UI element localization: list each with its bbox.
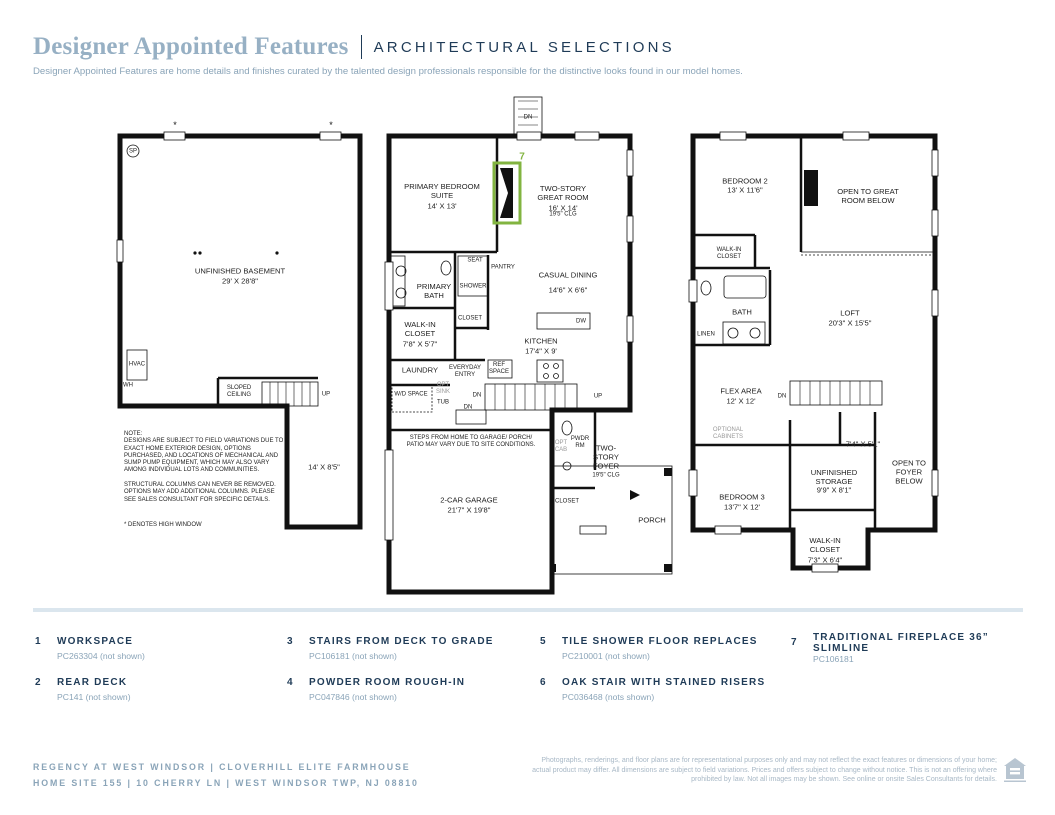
seat-label: SEAT bbox=[467, 257, 483, 264]
hvac-label: HVAC bbox=[128, 361, 146, 368]
bedroom-2-label: BEDROOM 2 bbox=[722, 176, 768, 186]
second-floor-stair-dn-label: DN bbox=[777, 393, 787, 400]
page-description: Designer Appointed Features are home details and finishes curated by the talented design professionals responsible for the distinctive looks found in our model homes. bbox=[33, 66, 743, 77]
great-room-label: TWO-STORY GREAT ROOM bbox=[537, 184, 589, 202]
disclaimer: Photographs, renderings, and floor plans are for representational purposes only and may not reflect the exact features or dimensions of your home; actual product may differ. All dimensions are subject to field variations. Prices and offers subject to change without notice. This is not an offering where prohibited by law. Not all images may be shown. See online or onsite Sales Consultants for details. bbox=[532, 757, 997, 784]
kitchen-dims: 17'4" X 9' bbox=[525, 346, 557, 356]
primary-bath-label: PRIMARY BATH bbox=[416, 282, 452, 300]
great-room-ceiling: 19'5" CLG bbox=[549, 211, 577, 218]
community-info bbox=[33, 759, 419, 791]
bedroom-2-dims: 13' X 11'6" bbox=[727, 185, 763, 195]
feature-name: OAK STAIR WITH STAINED RISERS bbox=[562, 677, 766, 688]
great-room-dims: 16' X 14' bbox=[548, 203, 578, 213]
basement-room-label: UNFINISHED BASEMENT bbox=[194, 266, 286, 276]
closet-label: CLOSET bbox=[554, 498, 580, 505]
community-name: REGENCY AT WEST WINDSOR | CLOVERHILL ELITE FARMHOUSE bbox=[33, 762, 411, 772]
feature-number: 5 bbox=[540, 636, 546, 647]
sloped-ceiling-label: SLOPED CEILING bbox=[226, 385, 252, 398]
foyer-label: TWO-STORY FOYER bbox=[592, 443, 620, 471]
optional-cabinets-label: OPTIONAL CABINETS bbox=[712, 427, 744, 440]
svg-text:*: * bbox=[329, 120, 333, 130]
open-to-great-room-label: OPEN TO GREAT ROOM BELOW bbox=[837, 187, 899, 205]
equal-housing-icon bbox=[1003, 757, 1027, 783]
feature-name: WORKSPACE bbox=[57, 636, 134, 647]
foyer-ceiling: 19'5" CLG bbox=[592, 472, 620, 479]
opt-sink-label: OPT SINK bbox=[435, 382, 450, 395]
walk-in-closet-label: WALK-IN CLOSET bbox=[404, 320, 436, 338]
porch-label: PORCH bbox=[638, 515, 666, 525]
basement-area-dims: 14' X 8'5" bbox=[308, 462, 340, 472]
svg-text:*: * bbox=[173, 120, 177, 130]
high-window-legend: * DENOTES HIGH WINDOW bbox=[124, 522, 202, 528]
section-divider bbox=[33, 608, 1023, 612]
feature-name: STAIRS FROM DECK TO GRADE bbox=[309, 636, 494, 647]
feature-name: TRADITIONAL FIREPLACE 36” SLIMLINE bbox=[813, 632, 989, 654]
feature-number: 1 bbox=[35, 636, 41, 647]
storage-closet-dims: 7'4" X 5'1" bbox=[845, 439, 881, 449]
flex-area-label: FLEX AREA bbox=[720, 386, 762, 396]
unfinished-storage-dims: 9'9" X 8'1" bbox=[816, 485, 852, 495]
deck-stair-dn-label: DN bbox=[523, 114, 533, 121]
primary-suite-dims: 14' X 13' bbox=[427, 201, 457, 211]
pantry-label: PANTRY bbox=[491, 264, 515, 271]
bath-label: BATH bbox=[732, 307, 752, 317]
closet-small-label: CLOSET bbox=[457, 315, 483, 322]
bedroom-3-label: BEDROOM 3 bbox=[719, 492, 765, 502]
powder-room-label: PWDR RM bbox=[570, 436, 590, 449]
feature-number: 3 bbox=[287, 636, 293, 647]
unfinished-storage-label: UNFINISHED STORAGE bbox=[810, 468, 858, 486]
page-title: Designer Appointed Features bbox=[33, 33, 349, 60]
bedroom-3-closet-label: WALK-IN CLOSET bbox=[809, 536, 841, 554]
tub-label: TUB bbox=[437, 399, 449, 406]
ref-space-label: REF SPACE bbox=[489, 362, 509, 375]
flex-area-dims: 12' X 12' bbox=[726, 396, 756, 406]
opt-cab-label: OPT CAB bbox=[554, 440, 568, 453]
page-subtitle: ARCHITECTURAL SELECTIONS bbox=[373, 38, 675, 56]
steps-note: STEPS FROM HOME TO GARAGE/ PORCH/ PATIO MAY VARY DUE TO SITE CONDITIONS. bbox=[406, 435, 536, 448]
wd-space-label: W/D SPACE bbox=[394, 391, 428, 398]
primary-suite-label: PRIMARY BEDROOM SUITE bbox=[404, 182, 480, 200]
open-to-foyer-label: OPEN TO FOYER BELOW bbox=[892, 458, 926, 486]
feature-code: PC106181 (not shown) bbox=[309, 651, 397, 661]
garage-dims: 21'7" X 19'8" bbox=[447, 505, 491, 515]
feature-code: PC036468 (nots shown) bbox=[562, 692, 655, 702]
garage-label: 2-CAR GARAGE bbox=[440, 495, 498, 505]
feature-number: 2 bbox=[35, 677, 41, 688]
everyday-entry-label: EVERYDAY ENTRY bbox=[448, 365, 482, 378]
walk-in-closet-dims: 7'8" X 5'7" bbox=[402, 339, 438, 349]
feature-number: 7 bbox=[791, 637, 797, 648]
first-floor-stair-up-label: UP bbox=[593, 393, 603, 400]
bedroom-3-closet-dims: 7'3" X 6'4" bbox=[807, 555, 843, 565]
fireplace-feature-badge: 7 bbox=[519, 151, 525, 163]
shower-label: SHOWER bbox=[459, 283, 487, 290]
dishwasher-label: DW bbox=[576, 318, 586, 325]
loft-dims: 20'3" X 15'5" bbox=[828, 318, 872, 328]
feature-code: PC047846 (not shown) bbox=[309, 692, 397, 702]
sump-pump-label: SP bbox=[128, 148, 138, 155]
feature-name: TILE SHOWER FLOOR REPLACES bbox=[562, 636, 758, 647]
casual-dining-dims: 14'6" X 6'6" bbox=[548, 285, 588, 295]
feature-number: 4 bbox=[287, 677, 293, 688]
basement-room-dims: 29' X 28'8" bbox=[222, 276, 258, 286]
plan-note: NOTE: DESIGNS ARE SUBJECT TO FIELD VARIATIONS DUE TO EXACT HOME EXTERIOR DESIGN, OPTIONS PURCHASED, AND LOCATIONS OF MECHANICAL AND SUMP PUMP EQUIPMENT, WHICH MAY ALSO VARY AMONG INDIVIDUAL LOTS AND COMMUNITIES. STRUCTURAL COLUMNS CAN NEVER BE REMOVED. OPTIONS MAY ADD ADDITIONAL COLUMNS. PLEASE SEE SALES CONSULTANT FOR SPECIFIC DETAILS. bbox=[124, 431, 284, 503]
feature-code: PC263304 (not shown) bbox=[57, 651, 145, 661]
feature-number: 6 bbox=[540, 677, 546, 688]
home-site-address: HOME SITE 155 | 10 CHERRY LN | WEST WINDSOR TWP, NJ 08810 bbox=[33, 778, 419, 788]
bedroom-2-closet-label: WALK-IN CLOSET bbox=[716, 247, 742, 260]
loft-label: LOFT bbox=[840, 308, 860, 318]
water-heater-label: WH bbox=[123, 382, 133, 389]
bedroom-3-dims: 13'7" X 12' bbox=[724, 502, 760, 512]
garage-step-dn-label: DN bbox=[463, 404, 473, 411]
casual-dining-label: CASUAL DINING bbox=[538, 270, 598, 280]
basement-stair-up-label: UP bbox=[321, 391, 331, 398]
laundry-label: LAUNDRY bbox=[401, 365, 439, 375]
feature-name: REAR DECK bbox=[57, 677, 128, 688]
garage-stair-dn-label: DN bbox=[472, 392, 482, 399]
linen-label: LINEN bbox=[697, 331, 715, 338]
feature-code: PC210001 (not shown) bbox=[562, 651, 650, 661]
kitchen-label: KITCHEN bbox=[524, 336, 558, 346]
feature-name: POWDER ROOM ROUGH-IN bbox=[309, 677, 466, 688]
feature-code: PC106181 bbox=[813, 654, 854, 664]
feature-code: PC141 (not shown) bbox=[57, 692, 131, 702]
